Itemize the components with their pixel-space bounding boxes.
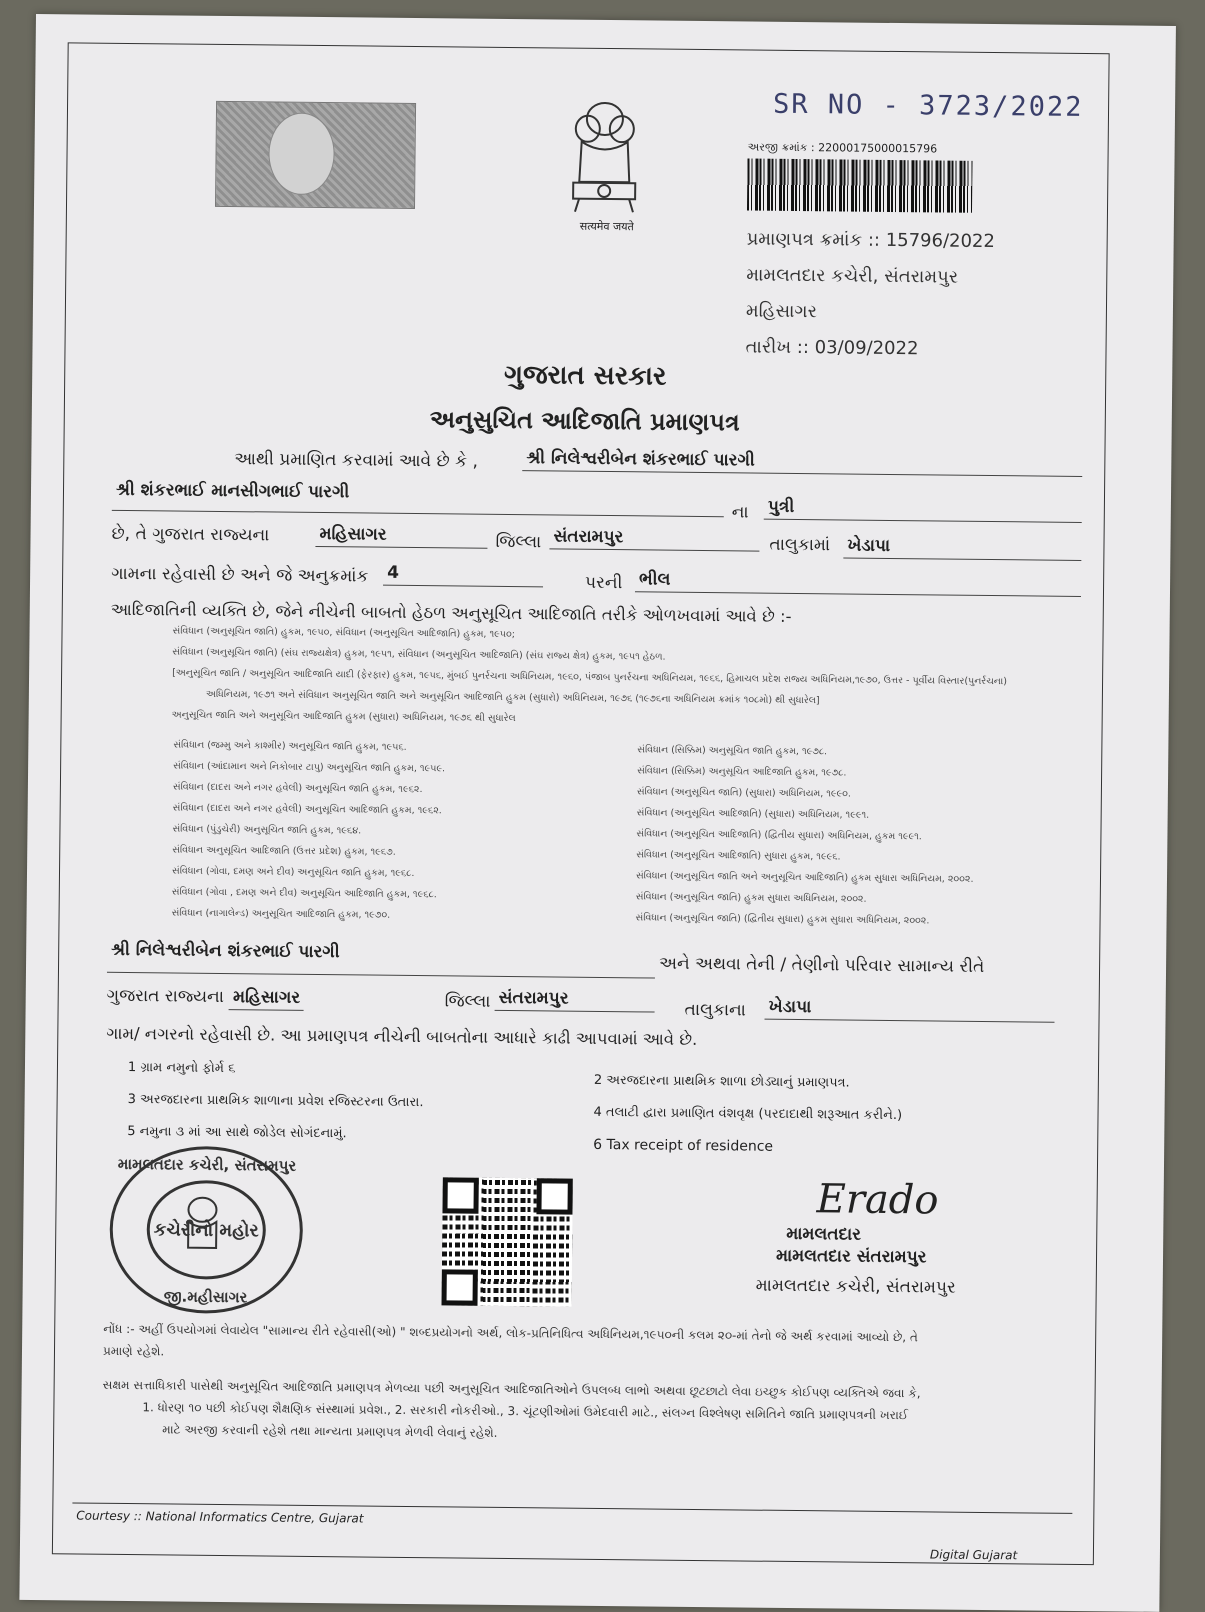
order-left-item: સંવિધાન (ગોવા, દમણ અને દીવ) અનુસૂચિત જાતિ હુકમ, ૧૯૬૮.: [171, 865, 415, 880]
stamp-top-text: મામલતદાર કચેરી, સંતરામપુર: [117, 1154, 297, 1175]
document-item: 4 તલાટી દ્વારા પ્રમાણિત વંશવૃક્ષ (પરદાદાથી શરૂઆત કરીને.): [593, 1104, 903, 1124]
certificate-paper: [19, 14, 1176, 1612]
res-village-field: [765, 997, 1055, 1023]
issuing-office: મામલતદાર કચેરી, સંતરામપુર: [746, 264, 959, 288]
document-item: 2 અરજદારના પ્રાથમિક શાળા છોડ્યાનું પ્રમાણપત્ર.: [593, 1072, 850, 1091]
order-right-item: સંવિધાન (સિક્કિમ) અનુસૂચિત આદિજાતિ હુકમ, ૧૯૭૮.: [637, 765, 847, 779]
photo-face: [268, 112, 335, 195]
res-taluka-field: [495, 988, 655, 1013]
tribe-value: ભીલ: [635, 569, 1081, 597]
relation-value: પુત્રી: [764, 497, 1082, 523]
family-text: અને અથવા તેની / તેણીનો પરિવાર સામાન્ય રીતે: [658, 953, 985, 977]
res-taluka-label: તાલુકાના: [684, 999, 747, 1021]
intro-text: આથી પ્રમાણિત કરવામાં આવે છે કે ,: [234, 449, 479, 472]
res-taluka-value: સંતરામપુર: [495, 988, 655, 1013]
note-1-line: નોંધ :- અહીં ઉપયોગમાં લેવાયેલ "સામાન્ય રીતે રહેવાસી(ઓ) " શબ્દપ્રયોગનો અર્થ, લોક-પ્રતિનિધિત્વ અધિનિયમ,૧૯૫૦ની કલમ ૨૦-માં તેનો જે અર્થ કરવામાં આવ્યો છે, તે: [103, 1321, 918, 1345]
signature-office-line: મામલતદાર કચેરી, સંતરામપુર: [755, 1275, 956, 1298]
order-right-item: સંવિધાન (સિક્કિમ) અનુસૂચિત જાતિ હુકમ, ૧૯૭૮.: [637, 744, 828, 758]
order-top-item: અનુસૂચિત જાતિ અને અનુસૂચિત આદિજાતિ હુકમ (સુધારા) અધિનિયમ, ૧૯૭૬ થી સુધારેલ: [171, 709, 516, 725]
note-2: [102, 1374, 1093, 1450]
order-top-item: સંવિધાન (અનુસૂચિત જાતિ) હુકમ, ૧૯૫૦, સંવિધાન (અનુસૂચિત આદિજાતિ) હુકમ, ૧૯૫૦;: [172, 625, 516, 641]
na-label: ના: [731, 502, 749, 523]
order-left-item: સંવિધાન (જમ્મુ અને કાશ્મીર) અનુસૂચિત જાતિ હુકમ, ૧૯૫૬.: [173, 739, 407, 753]
applicant-name-field: [522, 448, 1082, 477]
note-2-line: માટે અરજી કરવાની રહેશે તથા માન્યતા પ્રમાણપત્ર મેળવી લેવાનું રહેશે.: [162, 1422, 498, 1440]
qr-finder: [442, 1177, 478, 1213]
taluka-value: સંતરામપુર: [549, 526, 759, 551]
order-left-item: સંવિધાન (આંદામાન અને નિકોબાર ટાપુ) અનુસૂચિત જાતિ હુકમ, ૧૯૫૯.: [173, 760, 446, 775]
order-right-item: સંવિધાન (અનુસૂચિત આદિજાતિ) (દ્વિતીય સુધારા) અધિનિયમ, હુકમ ૧૯૯૧.: [636, 828, 922, 843]
qr-code[interactable]: [441, 1177, 572, 1306]
footer-brand: Digital Gujarat: [929, 1547, 1018, 1563]
signature-designation: મામલતદાર: [786, 1223, 862, 1245]
orders-left-list: [171, 734, 613, 928]
signature-block: [756, 1176, 977, 1308]
applicant-photo: [215, 101, 416, 209]
document-item: 1 ગ્રામ નમુનો ફોર્મ ૬: [127, 1060, 236, 1077]
stamp-center-text: કચેરીનો મહોર: [153, 1219, 259, 1242]
res-district-value: મહિસાગર: [229, 987, 304, 1011]
order-left-item: સંવિધાન (દાદરા અને નગર હવેલી) અનુસૂચિત જાતિ હુકમ, ૧૯૬૨.: [172, 781, 423, 796]
issuing-district: મહિસાગર: [745, 300, 818, 323]
res-village-value: ખેડાપા: [765, 997, 1055, 1023]
order-right-item: સંવિધાન (અનુસૂચિત આદિજાતિ) (સુધારા) અધિનિયમ, ૧૯૯૧.: [636, 807, 870, 821]
certificate-title: અનુસુચિત આદિજાતિ પ્રમાણપત્ર: [429, 405, 740, 437]
order-left-item: સંવિધાન (નાગાલેન્ડ) અનુસૂચિત આદિજાતિ હુકમ, ૧૯૭૦.: [171, 907, 391, 921]
handwritten-serial-number: SR NO - 3723/2022: [772, 88, 1084, 123]
district-label: જિલ્લા: [495, 531, 542, 553]
government-title: ગુજરાત સરકાર: [503, 359, 667, 392]
order-right-item: સંવિધાન (અનુસૂચિત આદિજાતિ) સુધારા હુકમ, ૧૯૯૬.: [636, 849, 841, 863]
village-field: [843, 535, 1081, 560]
district-field: [315, 524, 487, 549]
resident-prefix: ગામના રહેવાસી છે અને જે અનુક્રમાંક: [111, 563, 369, 587]
barcode: [747, 158, 973, 212]
order-right-item: સંવિધાન (અનુસૂચિત જાતિ) (સુધારા) અધિનિયમ, ૧૯૯૦.: [636, 786, 851, 800]
order-top-item: સંવિધાન (અનુસૂચિત જાતિ) (સંઘ રાજ્યક્ષેત્ર) હુકમ, ૧૯૫૧, સંવિધાન (અનુસૂચિત આદિજાતિ) (સંઘ રાજ્ય ક્ષેત્ર) હુકમ, ૧૯૫૧ હેઠળ.: [172, 646, 666, 663]
qr-finder: [536, 1178, 572, 1214]
order-left-item: સંવિધાન (પુંડુચેરી) અનુસૂચિત જાતિ હુકમ, ૧૯૬૪.: [172, 823, 362, 837]
signature-designation-place: મામલતદાર સંતરામપુર: [775, 1245, 927, 1268]
orders-right-list: [635, 739, 1097, 933]
certificate-number: પ્રમાણપત્ર ક્રમાંક :: 15796/2022: [746, 228, 995, 253]
order-right-item: સંવિધાન (અનુસૂચિત જાતિ) (દ્વિતીય સુધારા) હુકમ સુધારા અધિનિયમ, ૨૦૦૨.: [635, 912, 930, 927]
note-2-line: 1. ધોરણ ૧૦ પછી કોઈપણ શૈક્ષણિક સંસ્થામાં પ્રવેશ., 2. સરકારી નોકરીઓ., 3. ચૂંટણીઓમાં ઉમેદવારી માટે., સંલગ્ન વિશ્લેષણ સમિતિને જાતિ પ્રમાણપત્રની ખરાઈ: [142, 1400, 909, 1423]
document-item: 5 નમુના ૩ માં આ સાથે જોડેલ સોગંદનામું.: [127, 1124, 347, 1142]
note-1: [103, 1318, 1093, 1372]
office-stamp: [105, 1139, 307, 1316]
order-top-item: અધિનિયમ, ૧૯૭૧ અને સંવિધાન અનુસૂચિત જાતિ અને અનુસૂચિત આદિજાતિ હુકમ (સુધારો) અધિનિયમ, ૧૯૭૬ (૧૯૭૬ના અધિનિયમ ક્રમાંક ૧૦૮મો) થી સુધારેલ]: [205, 688, 820, 707]
father-name: શ્રી શંકરભાઈ માનસીગભાઈ પારગી: [112, 480, 724, 517]
district-value: મહિસાગર: [315, 524, 487, 549]
order-right-item: સંવિધાન (અનુસૂચિત જાતિ) હુકમ સુધારા અધિનિયમ, ૨૦૦૨.: [635, 891, 867, 905]
order-left-item: સંવિધાન અનુસૂચિત આદિજાતિ (ઉત્તર પ્રદેશ) હુકમ, ૧૯૬૭.: [172, 844, 396, 858]
order-right-item: સંવિધાન (અનુસૂચિત જાતિ અને અનુસૂચિત આદિજાતિ) હુકમ સુધારા અધિનિયમ, ૨૦૦૨.: [635, 870, 974, 885]
taluka-field: [549, 526, 759, 551]
note-1-line: પ્રમાણે રહેશે.: [102, 1343, 165, 1359]
tribe-field: [635, 569, 1081, 597]
stamp-bottom-text: જી.મહીસાગર: [163, 1287, 248, 1307]
residence-name-field: [107, 940, 655, 979]
document-item: 6 Tax receipt of residence: [593, 1136, 774, 1155]
res-state-prefix: ગુજરાત રાજ્યના: [106, 985, 225, 1008]
footer-courtesy: Courtesy :: National Informatics Centre, Gujarat: [76, 1508, 364, 1526]
emblem-motto: सत्यमेव जयते: [579, 219, 634, 234]
relation-field: [764, 497, 1082, 523]
serial-field: [383, 563, 543, 588]
village-value: ખેડાપા: [843, 535, 1081, 560]
national-emblem-icon: [559, 96, 650, 217]
issue-date: તારીખ :: 03/09/2022: [745, 336, 919, 360]
res-district-label: જિલ્લા: [444, 991, 491, 1012]
par-ni-label: પરની: [584, 572, 623, 594]
orders-top-list: [172, 620, 1103, 735]
identity-line: આદિજાતિની વ્યક્તિ છે, જેને નીચેની બાબતો હેઠળ અનુસૂચિત આદિજાતિ તરીકે ઓળખવામાં આવે છે :-: [110, 599, 792, 626]
document-item: 3 અરજદારના પ્રાથમિક શાળાના પ્રવેશ રજિસ્ટરના ઉતારા.: [127, 1092, 424, 1111]
order-left-item: સંવિધાન (ગોવા , દમણ અને દીવ) અનુસૂચિત આદિજાતિ હુકમ, ૧૯૬૮.: [171, 886, 437, 901]
certificate-frame: [52, 42, 1110, 1565]
order-left-item: સંવિધાન (દાદરા અને નગર હવેલી) અનુસૂચિત આદિજાતિ હુકમ, ૧૯૬૨.: [172, 802, 442, 817]
serial-value: 4: [383, 563, 543, 588]
taluka-label: તાલુકામાં: [769, 534, 831, 556]
qr-finder: [441, 1269, 477, 1305]
father-name-field: [112, 480, 724, 517]
state-prefix: છે, તે ગુજરાત રાજ્યના: [111, 523, 270, 546]
application-number: અરજી ક્રમાંક : 22000175000015796: [747, 140, 938, 156]
res-state-row: [107, 986, 477, 1013]
basis-line: ગામ/ નગરનો રહેવાસી છે. આ પ્રમાણપત્ર નીચેની બાબતોના આધારે કાઢી આપવામાં આવે છે.: [106, 1023, 698, 1049]
order-top-item: [અનુસૂચિત જાતિ / અનુસૂચિત આદિજાતિ યાદી (ફેરફાર) હુકમ, ૧૯૫૬, મુંબઈ પુનર્રચના અધિનિયમ, ૧૯૬૦, પંજાબ પુનર્રચના અધિનિયમ, ૧૯૬૬, હિમાચલ પ્રદેશ રાજ્ય અધિનિયમ,૧૯૭૦, ઉત્તર - પૂર્વીય વિસ્તાર(પુનર્રચના): [172, 667, 1008, 688]
note-2-line: સક્ષમ સત્તાધિકારી પાસેથી અનુસૂચિત આદિજાતિ પ્રમાણપત્ર મેળવ્યા પછી અનુસૂચિત આદિજાતિઓને ઉપલબ્ધ લાભો અથવા છૂટછાટો લેવા ઇચ્છુક કોઈપણ વ્યક્તિએ જવા કે,: [102, 1377, 921, 1401]
applicant-name: શ્રી નિલેશ્વરીબેન શંકરભાઈ પારગી: [522, 448, 1082, 477]
residence-name: શ્રી નિલેશ્વરીબેન શંકરભાઈ પારગી: [107, 940, 655, 979]
signature-scrawl: Erado: [816, 1176, 939, 1224]
